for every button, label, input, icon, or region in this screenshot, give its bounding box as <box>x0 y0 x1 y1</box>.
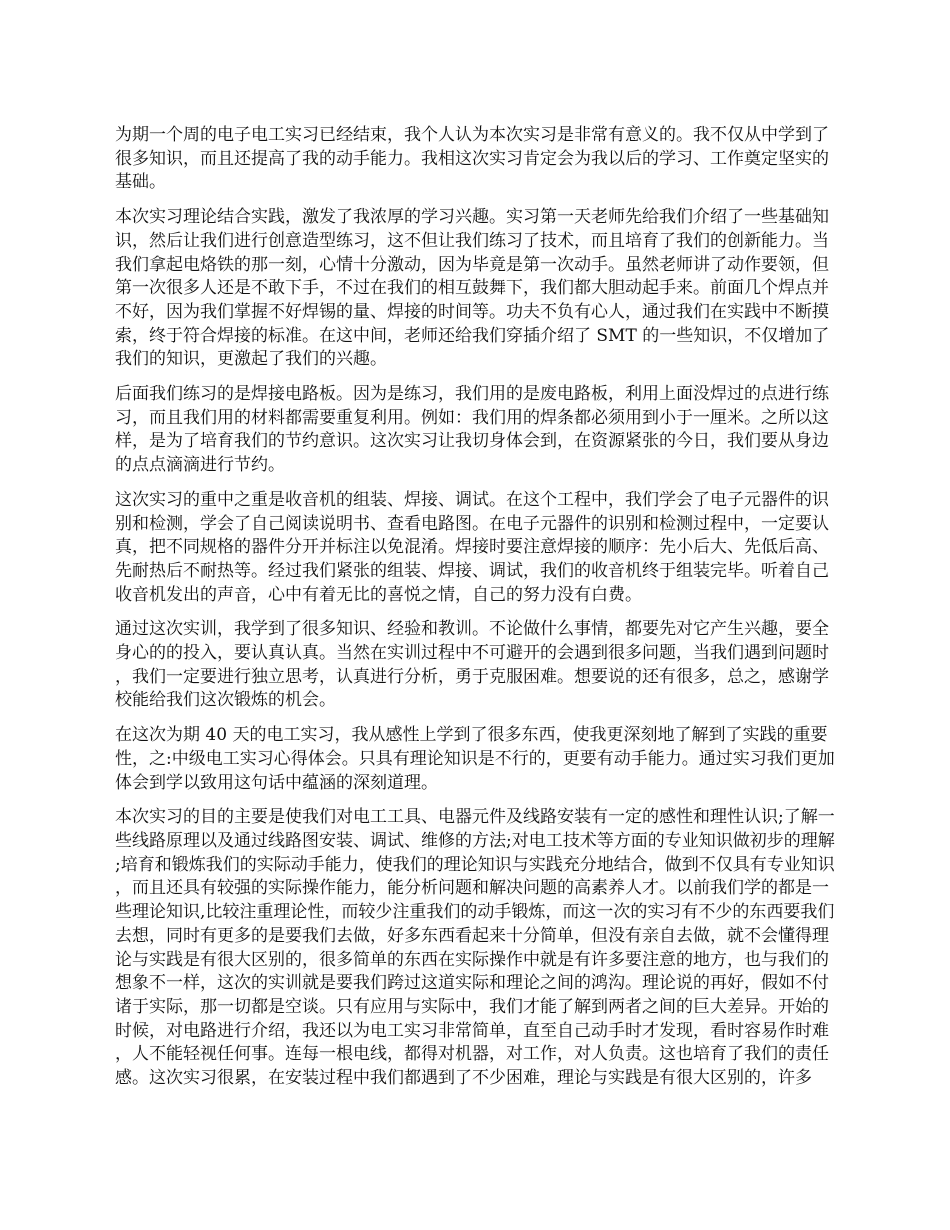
document-body <box>115 124 839 1102</box>
paragraph-7: 本次实习的目的主要是使我们对电工工具、电器元件及线路安装有一定的感性和理性认识;了解一些线路原理以及通过线路图安装、调试、维修的方法;对电工技术等方面的专业知识做初步的理解;培育和锻炼我们的实际动手能力，使我们的理论知识与实践充分地结合，做到不仅具有专业知识，而且还具有较强的实际操作能力，能分析问题和解决问题的高素养人才。以前我们学的都是一些理论知识,比较注重理论性，而较少注重我们的动手锻炼，而这一次的实习有不少的东西要我们去想，同时有更多的是要我们去做，好多东西看起来十分简单，但没有亲自去做，就不会懂得理论与实践是有很大区别的，很多简单的东西在实际操作中就是有许多要注意的地方，也与我们的想象不一样，这次的实训就是要我们跨过这道实际和理论之间的鸿沟。理论说的再好，假如不付诸于实际，那一切都是空谈。只有应用与实际中，我们才能了解到两者之间的巨大差异。开始的时候，对电路进行介绍，我还以为电工实习非常简单，直至自己动手时才发现，看时容易作时难，人不能轻视任何事。连每一根电线，都得对机器，对工作，对人负责。这也培育了我们的责任感。这次实习很累，在安装过程中我们都遇到了不少困难，理论与实践是有很大区别的，许多 <box>115 807 835 1089</box>
paragraph-3: 后面我们练习的是焊接电路板。因为是练习，我们用的是废电路板，利用上面没焊过的点进行练习，而且我们用的材料都需要重复利用。例如：我们用的焊条都必须用到小于一厘米。之所以这样，是为了培育我们的节约意识。这次实习让我切身体会到，在资源紧张的今日，我们要从身边的点点滴滴进行节约。 <box>115 384 829 476</box>
paragraph-5: 通过这次实训，我学到了很多知识、经验和教训。不论做什么事情，都要先对它产生兴趣，要全身心的的投入，要认真认真。当然在实训过程中不可避开的会遇到很多问题，当我们遇到问题时，我们一定要进行独立思考，认真进行分析，勇于克服困难。想要说的还有很多，总之，感谢学校能给我们这次锻炼的机会。 <box>115 619 829 711</box>
paragraph-6: 在这次为期 40 天的电工实习，我从感性上学到了很多东西，使我更深刻地了解到了实践的重要性，之:中级电工实习心得体会。只具有理论知识是不行的，更要有动手能力。通过实习我们更加体会到学以致用这句话中蕴涵的深刻道理。 <box>115 725 835 793</box>
paragraph-4: 这次实习的重中之重是收音机的组装、焊接、调试。在这个工程中，我们学会了电子元器件的识别和检测，学会了自己阅读说明书、查看电路图。在电子元器件的识别和检测过程中，一定要认真，把不同规格的器件分开并标注以免混淆。焊接时要注意焊接的顺序：先小后大、先低后高、先耐热后不耐热等。经过我们紧张的组装、焊接、调试，我们的收音机终于组装完毕。听着自己收音机发出的声音，心中有着无比的喜悦之情，自己的努力没有白费。 <box>115 489 829 605</box>
paragraph-2: 本次实习理论结合实践，激发了我浓厚的学习兴趣。实习第一天老师先给我们介绍了一些基础知识，然后让我们进行创意造型练习，这不但让我们练习了技术，而且培育了我们的创新能力。当我们拿起电烙铁的那一刻，心情十分激动，因为毕竟是第一次动手。虽然老师讲了动作要领，但第一次很多人还是不敢下手，不过在我们的相互鼓舞下，我们都大胆动起手来。前面几个焊点并不好，因为我们掌握不好焊锡的量、焊接的时间等。功夫不负有心人，通过我们在实践中不断摸索，终于符合焊接的标准。在这中间，老师还给我们穿插介绍了 SMT 的一些知识，不仅增加了我们的知识，更激起了我们的兴趣。 <box>115 207 830 370</box>
paragraph-1: 为期一个周的电子电工实习已经结束，我个人认为本次实习是非常有意义的。我不仅从中学到了很多知识，而且还提高了我的动手能力。我相这次实习肯定会为我以后的学习、工作奠定坚实的基础。 <box>115 125 829 193</box>
